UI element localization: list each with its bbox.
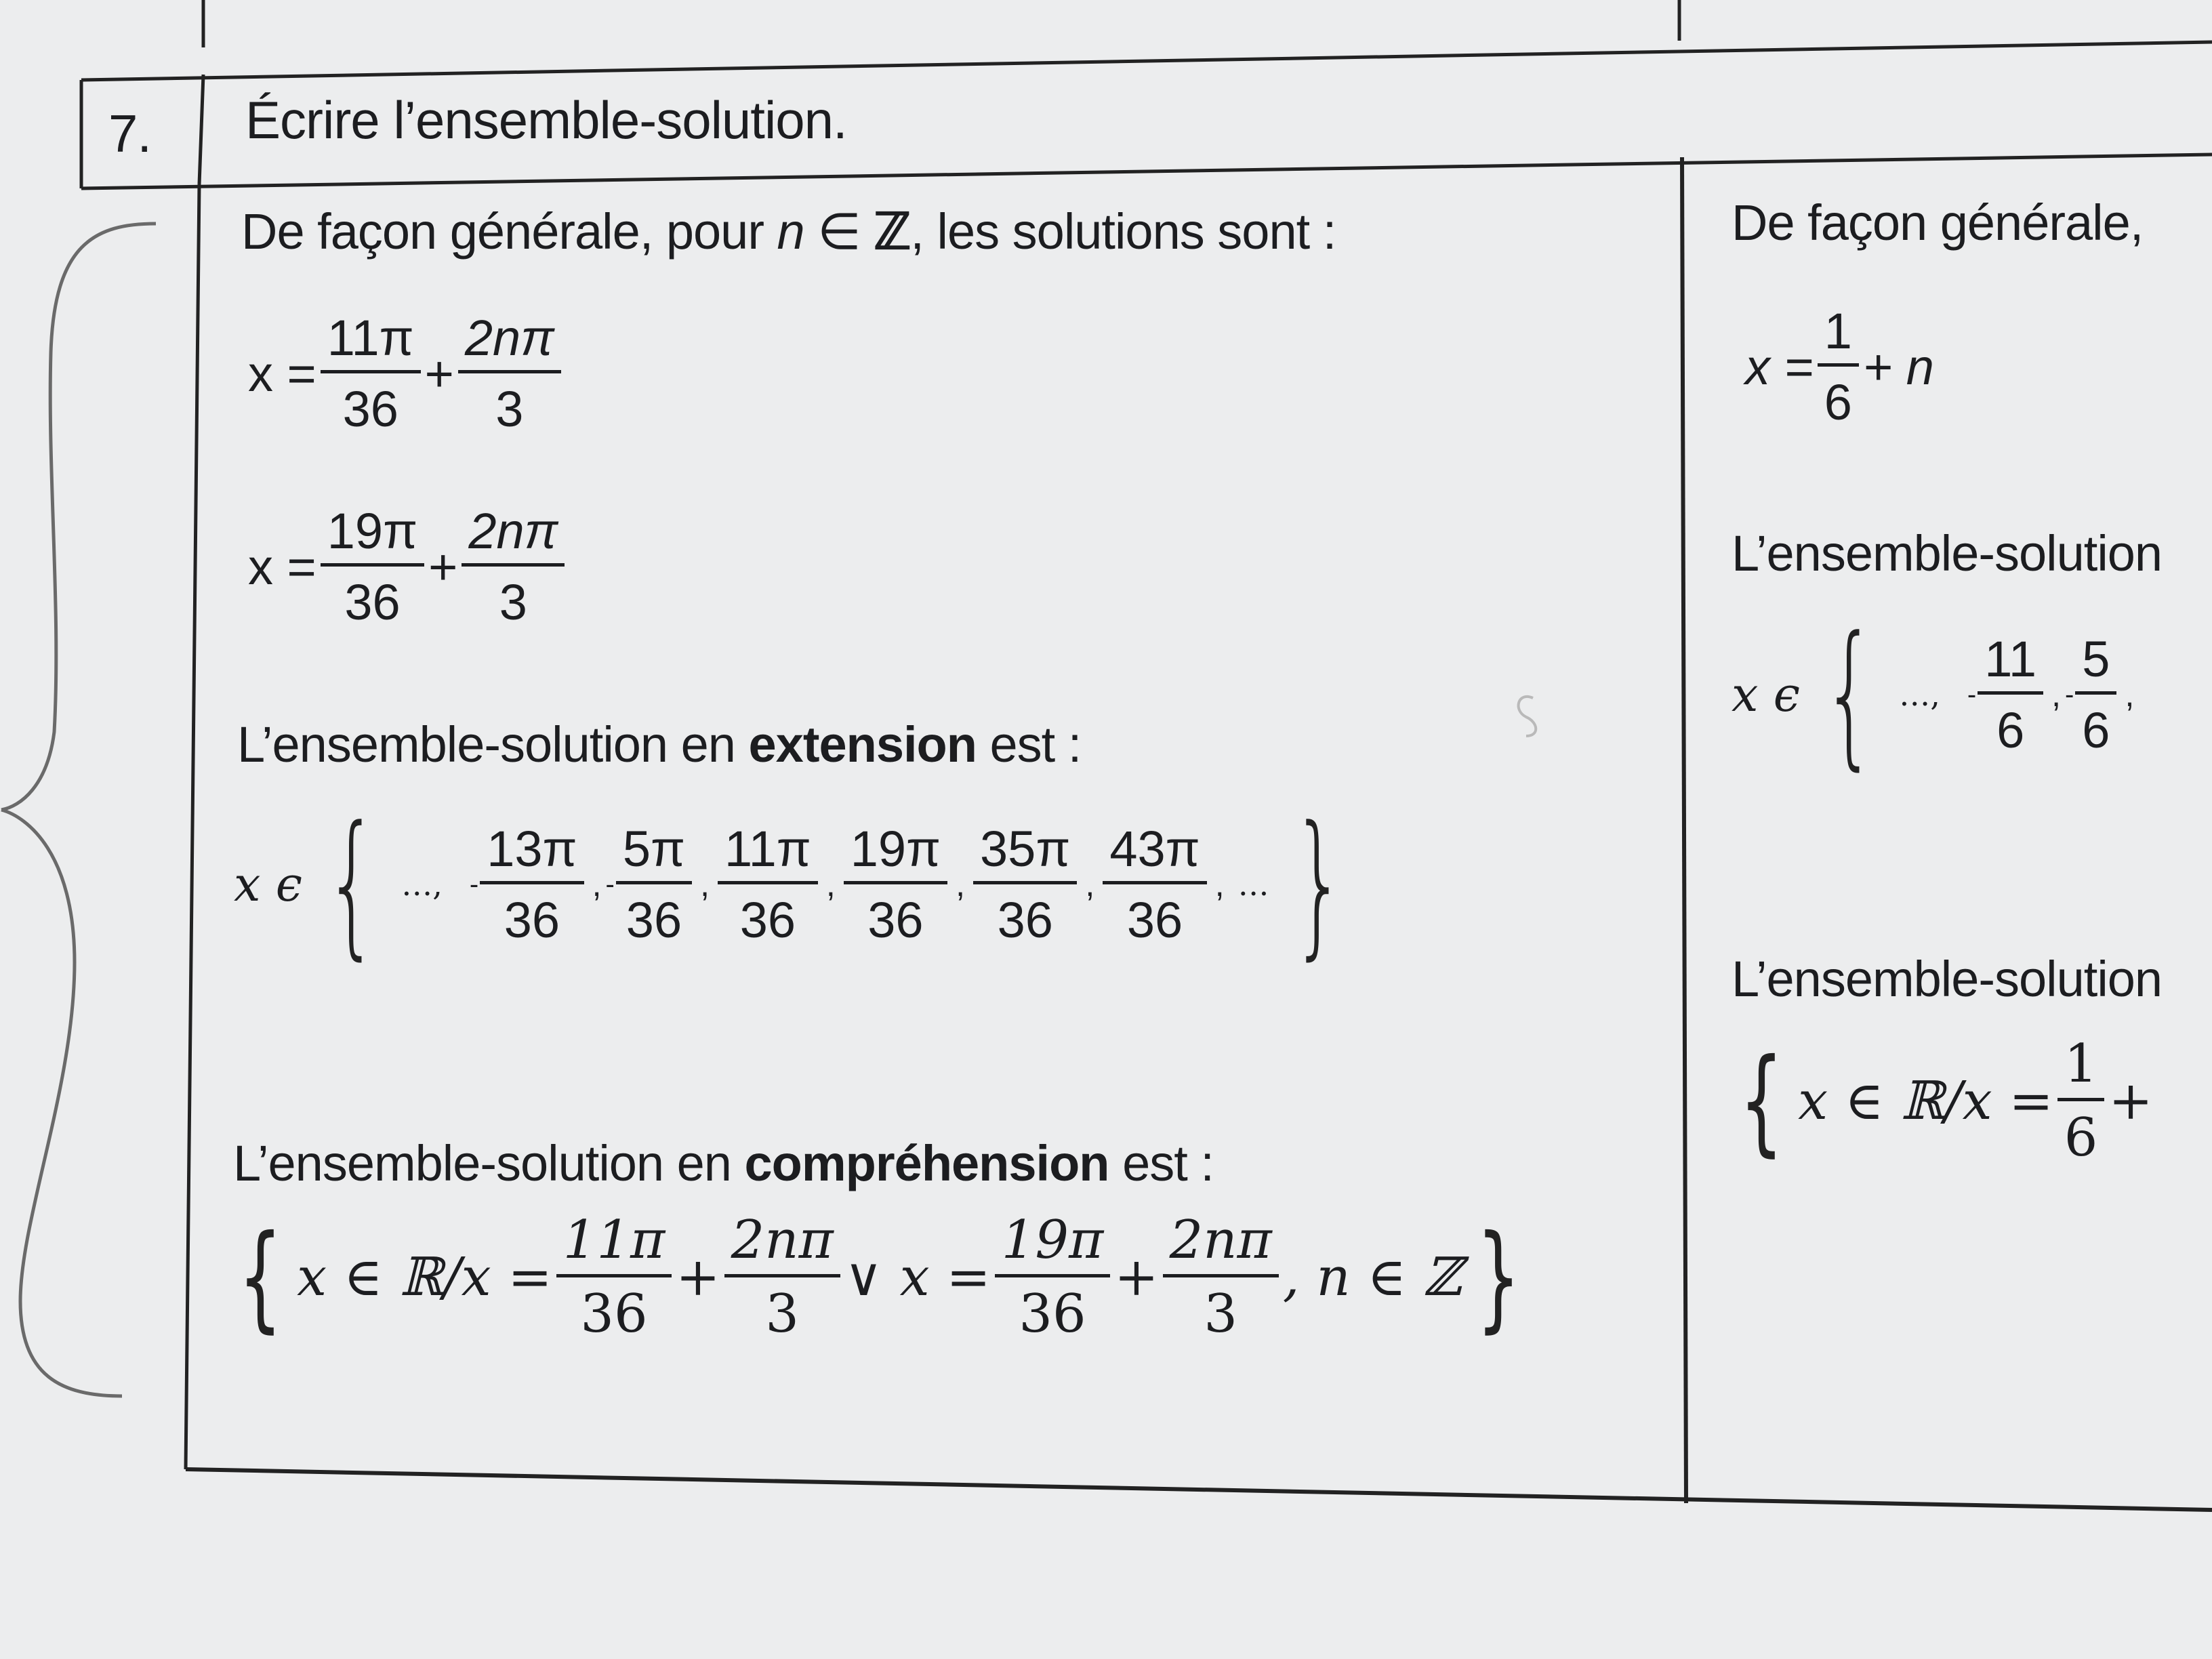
- question-title: Écrire l’ensemble-solution.: [245, 90, 847, 150]
- extension-set: x ϵ { …, - $\frac{13\pi}{36}$ , - $\frac{5\pi}{36}$ , $\frac{11\pi}{36}$ , $\frac{19\pi}{36}$ , $\frac{35\pi}{36}$ , $\frac{43\pi}{36}$ , … }: [234, 794, 1347, 975]
- right-intro: De façon générale,: [1732, 194, 2144, 251]
- question-number: 7.: [108, 104, 152, 163]
- solution-1: x = $\frac{11\pi}{36}$ + $\frac{2n\pi}{3}$: [248, 312, 565, 435]
- ext-item-1: - $\frac{13\pi}{36}$ ,: [469, 820, 602, 948]
- ext-item-6: $\frac{43\pi}{36}$ ,: [1099, 823, 1228, 946]
- ext-item-5: $\frac{35\pi}{36}$ ,: [969, 823, 1099, 946]
- general-solution-intro: De façon générale, pour n ∈ ℤ, les solutions sont :: [241, 203, 1336, 260]
- comprehension-set: { x ∈ ℝ/x = $\frac{11\pi}{36}$ + $\frac{2n\pi}{3}$ ∨ x = $\frac{19\pi}{36}$ + $\frac{2n\pi}{3}$ , n ∈ ℤ }: [238, 1210, 1521, 1345]
- solution-2: x = $\frac{19\pi}{36}$ + $\frac{2n\pi}{3}$: [248, 505, 569, 628]
- right-extension-label: L’ensemble-solution: [1732, 525, 2163, 581]
- right-ext-item-1: - $\frac{11}{6}$ ,: [1967, 630, 2061, 758]
- right-comprehension-set: { x ∈ ℝ/x = $\frac{1}{6}$ +: [1739, 1033, 2153, 1169]
- comprehension-label: L’ensemble-solution en compréhension est :: [233, 1135, 1214, 1191]
- right-comprehension-label: L’ensemble-solution: [1732, 951, 2163, 1007]
- right-solution: x = $\frac{1}{6}$ + n: [1745, 303, 1934, 430]
- extension-label: L’ensemble-solution en extension est :: [237, 716, 1082, 773]
- right-extension-set: x ϵ { …, - $\frac{11}{6}$ , - $\frac{5}{6}$ ,: [1732, 617, 2138, 773]
- ext-item-3: $\frac{11\pi}{36}$ ,: [714, 823, 840, 946]
- right-ext-item-2: - $\frac{5}{6}$ ,: [2064, 630, 2135, 758]
- ext-item-4: $\frac{19\pi}{36}$ ,: [840, 823, 969, 946]
- ext-item-2: - $\frac{5\pi}{36}$ ,: [605, 820, 710, 948]
